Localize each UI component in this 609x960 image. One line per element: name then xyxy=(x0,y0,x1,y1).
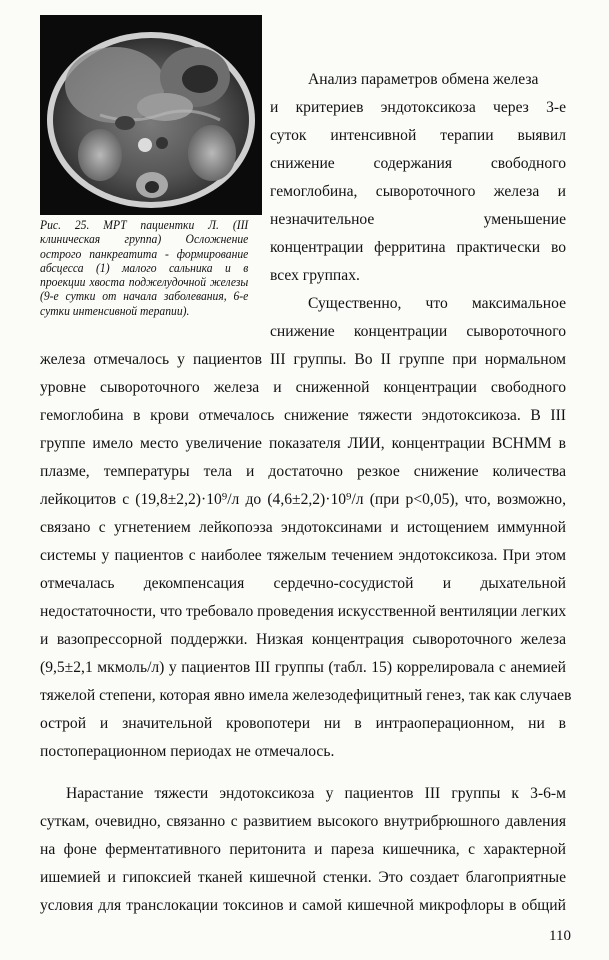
body-line: гемоглобина в крови отмечалось снижение тяжести эндотоксикоза. В III xyxy=(40,407,566,424)
body-line: постоперационном периодах не отмечалось. xyxy=(40,743,335,760)
body-line: тяжелой степени, которая явно имела железодефицитный генез, так как случаев xyxy=(40,687,572,704)
body-line: концентрации ферритина практически во xyxy=(270,239,566,256)
body-line: железа отмечалось у пациентов III группы. Во II группе при нормальном xyxy=(40,351,566,368)
body-line: снижение содержания свободного xyxy=(270,155,566,172)
body-line: на фоне ферментативного перитонита и пареза кишечника, с характерной xyxy=(40,841,566,858)
body-line: связано с угнетением лейкопоэза эндотоксинами и истощением иммунной xyxy=(40,519,566,536)
body-line: суток интенсивной терапии выявил xyxy=(270,127,566,144)
body-line: условия для транслокации токсинов и самой кишечной микрофлоры в общий xyxy=(40,897,566,914)
body-line: отмечалась декомпенсация сердечно-сосудистой и дыхательной xyxy=(40,575,566,592)
body-line: всех группах. xyxy=(270,267,360,284)
body-line: суткам, очевидно, связанно с развитием высокого внутрибрюшного давления xyxy=(40,813,566,830)
body-line: ишемией и гипоксией тканей кишечной стенки. Это создает благоприятные xyxy=(40,869,566,886)
body-line: острой и значительной кровопотери ни в интраоперационном, ни в xyxy=(40,715,566,732)
body-line: плазме, температуры тела и достаточно резкое снижение количества xyxy=(40,463,566,480)
body-line: гемоглобина, сывороточного железа и xyxy=(270,183,566,200)
body-line: Анализ параметров обмена железа xyxy=(308,71,539,88)
body-line: системы у пациентов с наиболее тяжелым течением эндотоксикоза. При этом xyxy=(40,547,566,564)
mri-image xyxy=(40,15,262,215)
figure-caption: Рис. 25. МРТ пациентки Л. (III клиническая группа) Осложнение острого панкреатита - формирование абсцесса (1) малого сальника и в проекции хвоста поджелудочной железы (9-е сутки от начала заболевания, 6-е сутки интенсивной терапии). xyxy=(40,218,249,318)
body-line: недостаточности, что требовало проведения искусственной вентиляции легких xyxy=(40,603,567,620)
body-line: группе имело место увеличение показателя ЛИИ, концентрации ВСНММ в xyxy=(40,435,566,452)
body-line: снижение концентрации сывороточного xyxy=(270,323,566,340)
body-line: уровне сывороточного железа и сниженной концентрации свободного xyxy=(40,379,566,396)
body-line: лейкоцитов с (19,8±2,2)·10⁹/л до (4,6±2,2)·10⁹/л (при p<0,05), что, возможно, xyxy=(40,491,566,508)
body-line: и критериев эндотоксикоза через 3-е xyxy=(270,99,566,116)
body-line: Нарастание тяжести эндотоксикоза у пациентов III группы к 3-6-м xyxy=(66,785,566,802)
body-line: (9,5±2,1 мкмоль/л) у пациентов III группы (табл. 15) коррелировала с анемией xyxy=(40,659,566,676)
body-line: незначительное уменьшение xyxy=(270,211,566,228)
mri-scan-graphic xyxy=(40,15,262,215)
body-line: Существенно, что максимальное xyxy=(308,295,566,312)
page-number: 110 xyxy=(549,928,571,944)
body-line: и вазопрессорной поддержки. Низкая концентрация сывороточного железа xyxy=(40,631,566,648)
